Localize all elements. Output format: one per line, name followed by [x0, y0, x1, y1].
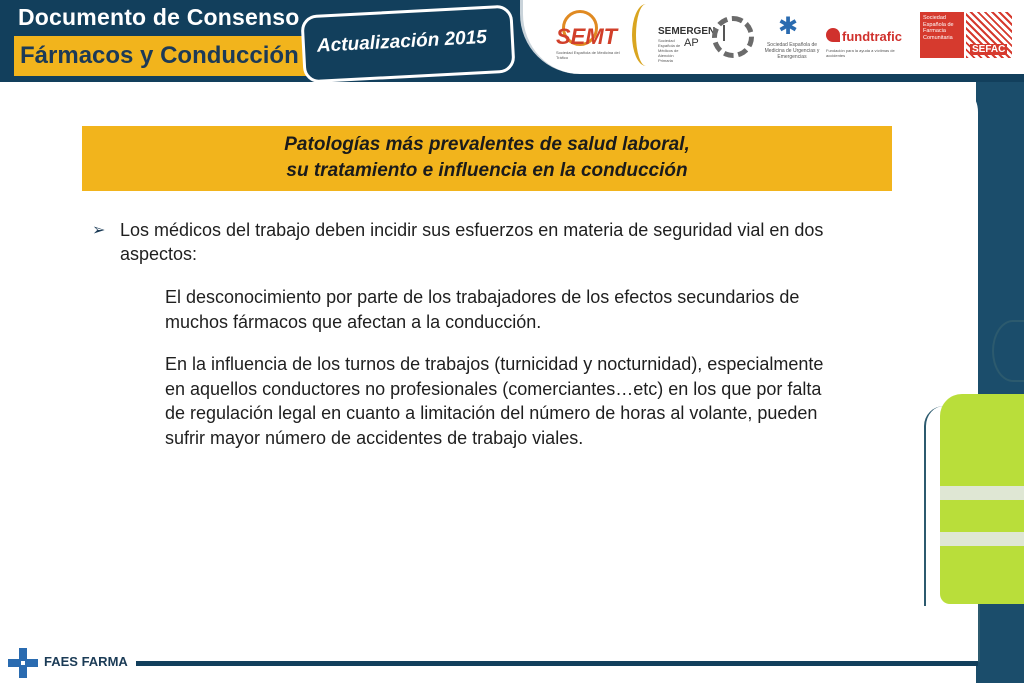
semergen-logo-word: SEMERGEN — [658, 26, 716, 37]
vest-reflective-stripe — [940, 486, 1024, 500]
arrow-bullet-icon: ➢ — [92, 222, 106, 239]
fundtrafic-logo-word: fundtrafic — [842, 29, 902, 44]
section-title — [82, 126, 892, 191]
semt-logo-word: SEMT — [556, 24, 618, 49]
worker-leg — [978, 604, 1024, 662]
semt-logo-subtitle: Sociedad Española de Medicina del Tráfico — [556, 50, 620, 60]
document-subtitle-box — [14, 36, 314, 76]
paragraph-2: En la influencia de los turnos de trabajos (turnicidad y nocturnidad), especialmente en aquellos conductores no profesionales (comerciantes…etc) en los que por falta de regulación legal en cuanto a limitación del número de horas al volante, pueden sufrir mayor número de accidentes de trabajo viales. — [165, 354, 824, 448]
faes-farma-word: FAES FARMA — [44, 654, 128, 669]
semergen-swirl-icon — [632, 4, 660, 66]
section-title-line2: su tratamiento e influencia en la conducción — [286, 160, 688, 181]
semergen-logo-suffix: AP — [684, 37, 699, 49]
document-title: Documento de Consenso — [18, 4, 300, 30]
gear-seal-logo — [712, 16, 752, 56]
update-badge-text: Actualización 2015 — [316, 26, 488, 57]
caduceus-icon — [723, 25, 737, 41]
semergen-logo — [632, 4, 716, 68]
document-subtitle: Fármacos y Conducción — [20, 42, 299, 69]
footer-rule — [136, 661, 978, 666]
star-of-life-icon: ✱ — [778, 13, 799, 40]
semt-logo — [556, 10, 620, 60]
faes-farma-logo — [8, 648, 138, 678]
fundtrafic-logo-subtitle: Fundación para la ayuda a víctimas de accidentes — [826, 48, 895, 58]
section-title-line1: Patologías más prevalentes de salud laboral, — [284, 134, 690, 155]
semes-logo-subtitle: Sociedad Española de Medicina de Urgencias y Emergencias — [764, 42, 820, 60]
fundtrafic-mark-icon — [826, 28, 840, 42]
bullet-text: Los médicos del trabajo deben incidir sus esfuerzos en materia de seguridad vial en dos aspectos: — [120, 220, 824, 264]
worker-head — [992, 320, 1024, 382]
paragraph-1: El desconocimiento por parte de los trabajadores de los efectos secundarios de muchos fármacos que afectan a la conducción. — [165, 287, 800, 332]
update-badge — [300, 4, 515, 83]
fundtrafic-logo — [826, 28, 912, 60]
vest-reflective-stripe — [940, 532, 1024, 546]
faes-cross-icon — [8, 648, 38, 678]
sefac-logo-word: SEFAC — [972, 44, 1006, 55]
worker-illustration — [918, 310, 1024, 662]
semergen-logo-subtitle: Sociedad Española de Médicos de Atención Primaria — [658, 38, 681, 63]
sefac-logo-text: Sociedad Española de Farmacia Comunitaria — [920, 12, 964, 58]
semes-logo — [764, 12, 820, 68]
sefac-logo — [920, 12, 1012, 58]
